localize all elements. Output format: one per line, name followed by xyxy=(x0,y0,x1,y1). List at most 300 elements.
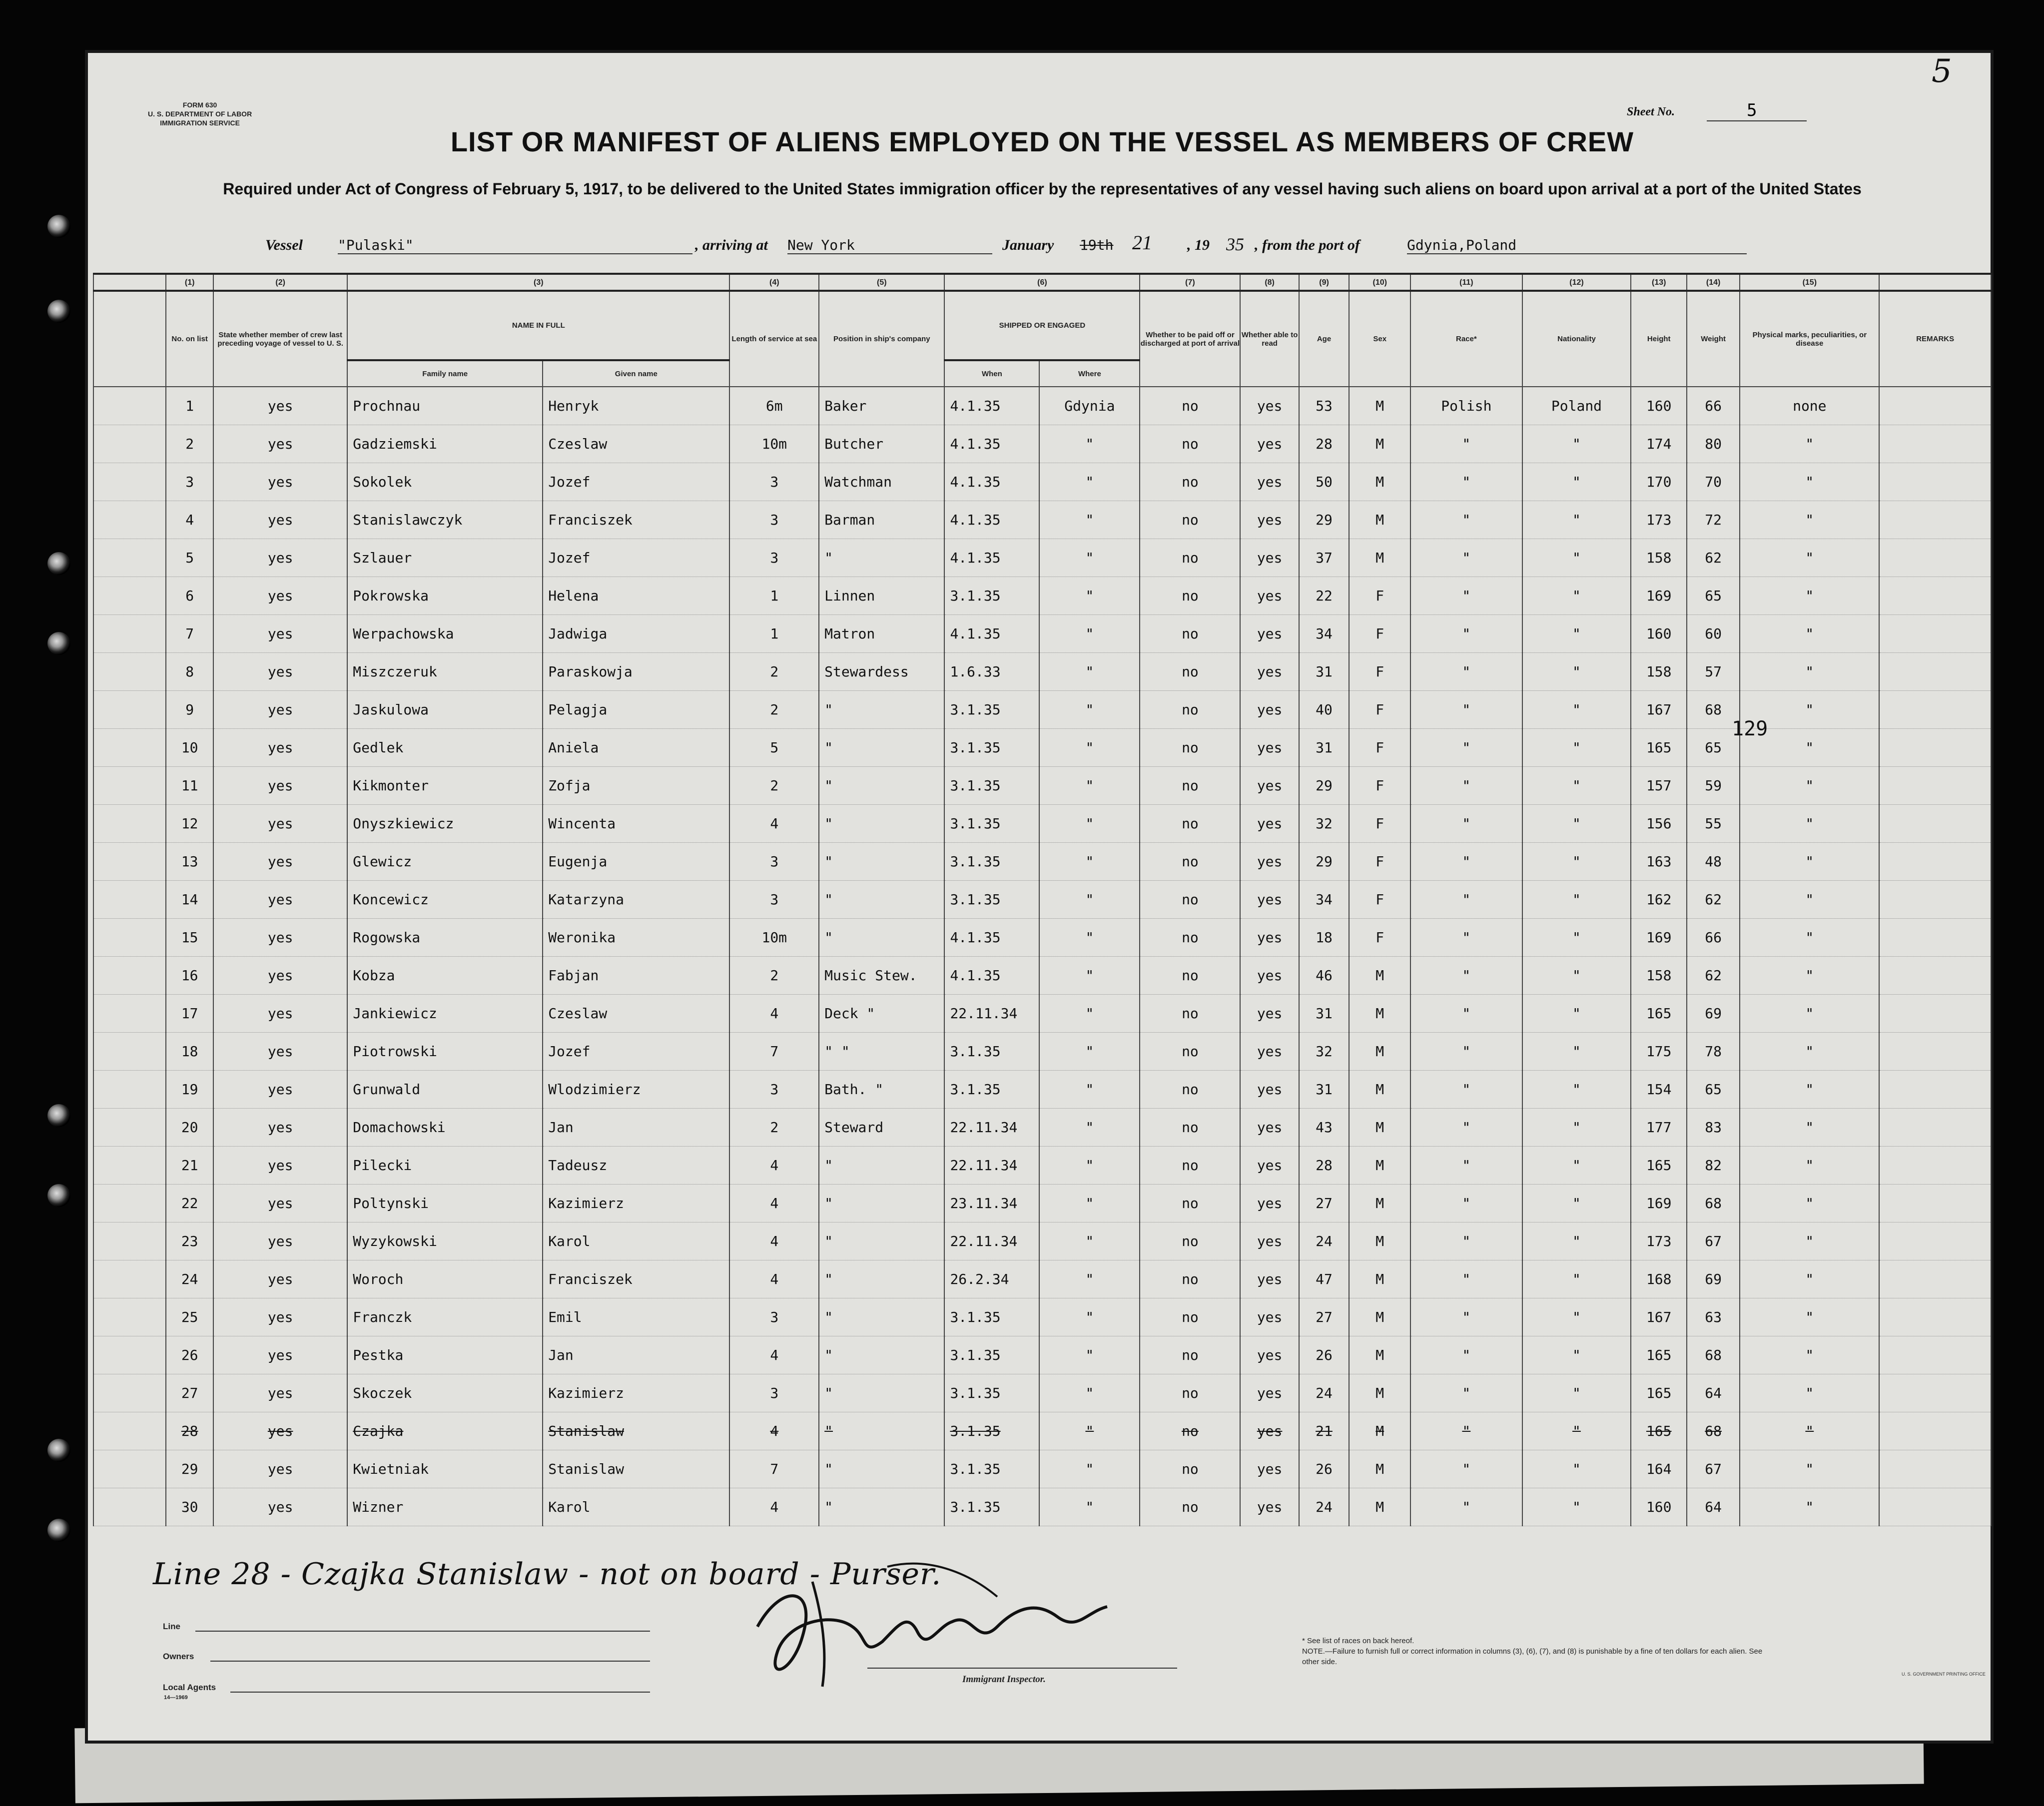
row-number: 18 xyxy=(166,1033,213,1071)
engaged-where: " xyxy=(1039,1071,1140,1109)
binder-hole xyxy=(47,632,70,655)
sex: F xyxy=(1349,615,1410,653)
nationality: " xyxy=(1522,805,1631,843)
crew-row xyxy=(93,387,1991,425)
row-margin-mark xyxy=(93,805,166,843)
height: 173 xyxy=(1631,1222,1687,1260)
age: 46 xyxy=(1299,957,1350,995)
previous-voyage: yes xyxy=(213,1222,347,1260)
family-name: Onyszkiewicz xyxy=(347,805,543,843)
engaged-where: " xyxy=(1039,957,1140,995)
race: " xyxy=(1410,1222,1522,1260)
ship-position: Butcher xyxy=(819,425,944,463)
sex: M xyxy=(1349,1412,1410,1450)
row-margin-mark xyxy=(93,653,166,691)
binder-hole xyxy=(47,1439,70,1462)
paid-off: no xyxy=(1140,1147,1240,1185)
paid-off: no xyxy=(1140,919,1240,957)
crew-row xyxy=(93,805,1991,843)
height: 157 xyxy=(1631,767,1687,805)
age: 43 xyxy=(1299,1109,1350,1147)
crew-row xyxy=(93,1222,1991,1260)
row-number: 8 xyxy=(166,653,213,691)
paid-off: no xyxy=(1140,653,1240,691)
weight: 65 xyxy=(1687,1071,1740,1109)
row-number: 30 xyxy=(166,1488,213,1526)
height: 170 xyxy=(1631,463,1687,501)
corner-page-mark: 5 xyxy=(1932,53,1952,90)
height: 158 xyxy=(1631,539,1687,577)
engaged-where: " xyxy=(1039,1488,1140,1526)
length-of-service: 3 xyxy=(729,1298,819,1336)
row-margin-mark xyxy=(93,1336,166,1374)
nationality: " xyxy=(1522,957,1631,995)
previous-voyage: yes xyxy=(213,1298,347,1336)
arrival-month: January xyxy=(1002,237,1054,253)
previous-voyage: yes xyxy=(213,1412,347,1450)
family-name: Pokrowska xyxy=(347,577,543,615)
row-margin-mark xyxy=(93,1298,166,1336)
remarks xyxy=(1879,425,1991,463)
paid-off: no xyxy=(1140,463,1240,501)
race: " xyxy=(1410,1185,1522,1222)
row-margin-mark xyxy=(93,1488,166,1526)
column-number-row xyxy=(93,274,1991,291)
length-of-service: 1 xyxy=(729,577,819,615)
age: 47 xyxy=(1299,1260,1350,1298)
race: " xyxy=(1410,843,1522,881)
height: 160 xyxy=(1631,1488,1687,1526)
nationality: " xyxy=(1522,425,1631,463)
race: " xyxy=(1410,653,1522,691)
line-underline xyxy=(195,1631,650,1632)
row-number: 11 xyxy=(166,767,213,805)
ship-position: Bath. " xyxy=(819,1071,944,1109)
header-remarks: REMARKS xyxy=(1879,291,1991,387)
able-to-read: yes xyxy=(1240,1336,1299,1374)
weight: 78 xyxy=(1687,1033,1740,1071)
engaged-when: 3.1.35 xyxy=(944,1412,1039,1450)
engaged-when: 22.11.34 xyxy=(944,1147,1039,1185)
physical-marks: " xyxy=(1740,995,1879,1033)
ship-position: Steward xyxy=(819,1109,944,1147)
engaged-where: " xyxy=(1039,653,1140,691)
sex: F xyxy=(1349,919,1410,957)
row-margin-mark xyxy=(93,957,166,995)
physical-marks: none xyxy=(1740,387,1879,425)
row-margin-mark xyxy=(93,1071,166,1109)
engaged-when: 4.1.35 xyxy=(944,539,1039,577)
family-name: Kikmonter xyxy=(347,767,543,805)
age: 31 xyxy=(1299,995,1350,1033)
races-note: * See list of races on back hereof. xyxy=(1302,1637,1414,1645)
weight: 55 xyxy=(1687,805,1740,843)
able-to-read: yes xyxy=(1240,691,1299,729)
paid-off: no xyxy=(1140,539,1240,577)
engaged-where: " xyxy=(1039,463,1140,501)
able-to-read: yes xyxy=(1240,1298,1299,1336)
length-of-service: 2 xyxy=(729,653,819,691)
sex: M xyxy=(1349,1033,1410,1071)
length-of-service: 10m xyxy=(729,919,819,957)
weight: 66 xyxy=(1687,919,1740,957)
able-to-read: yes xyxy=(1240,805,1299,843)
crew-row xyxy=(93,767,1991,805)
given-name: Wlodzimierz xyxy=(543,1071,729,1109)
able-to-read: yes xyxy=(1240,1374,1299,1412)
row-margin-mark xyxy=(93,1450,166,1488)
local-agents-underline xyxy=(230,1692,650,1693)
nationality: " xyxy=(1522,1260,1631,1298)
service: IMMIGRATION SERVICE xyxy=(160,119,240,127)
inspector-signature xyxy=(737,1552,1117,1692)
col-num: (11) xyxy=(1410,274,1522,291)
given-name: Kazimierz xyxy=(543,1185,729,1222)
row-margin-mark xyxy=(93,463,166,501)
length-of-service: 2 xyxy=(729,1109,819,1147)
remarks xyxy=(1879,539,1991,577)
crew-row xyxy=(93,1488,1991,1526)
weight: 62 xyxy=(1687,539,1740,577)
physical-marks: " xyxy=(1740,919,1879,957)
physical-marks: " xyxy=(1740,1412,1879,1450)
departure-port: Gdynia,Poland xyxy=(1407,237,1747,254)
height: 160 xyxy=(1631,615,1687,653)
able-to-read: yes xyxy=(1240,1260,1299,1298)
previous-voyage: yes xyxy=(213,729,347,767)
weight: 60 xyxy=(1687,615,1740,653)
race: " xyxy=(1410,577,1522,615)
header-age: Age xyxy=(1299,291,1350,387)
paid-off: no xyxy=(1140,729,1240,767)
race: " xyxy=(1410,995,1522,1033)
length-of-service: 4 xyxy=(729,995,819,1033)
able-to-read: yes xyxy=(1240,387,1299,425)
immigrant-inspector-label: Immigrant Inspector. xyxy=(962,1674,1046,1685)
ship-position: " xyxy=(819,1412,944,1450)
physical-marks: " xyxy=(1740,957,1879,995)
binder-hole xyxy=(47,552,70,575)
physical-marks: " xyxy=(1740,501,1879,539)
remarks-number: 129 xyxy=(1732,717,1768,740)
engaged-where: " xyxy=(1039,501,1140,539)
paid-off: no xyxy=(1140,1412,1240,1450)
nationality: " xyxy=(1522,843,1631,881)
crew-row xyxy=(93,995,1991,1033)
engaged-where: Gdynia xyxy=(1039,387,1140,425)
crew-row xyxy=(93,1033,1991,1071)
crew-row xyxy=(93,919,1991,957)
header-where: Where xyxy=(1039,360,1140,387)
paid-off: no xyxy=(1140,805,1240,843)
row-number: 9 xyxy=(166,691,213,729)
engaged-when: 3.1.35 xyxy=(944,843,1039,881)
sex: F xyxy=(1349,577,1410,615)
row-number: 7 xyxy=(166,615,213,653)
row-margin-mark xyxy=(93,919,166,957)
crew-row xyxy=(93,1071,1991,1109)
length-of-service: 2 xyxy=(729,957,819,995)
binder-hole xyxy=(47,1104,70,1127)
paid-off: no xyxy=(1140,995,1240,1033)
crew-row xyxy=(93,653,1991,691)
ship-position: " xyxy=(819,1488,944,1526)
age: 34 xyxy=(1299,615,1350,653)
physical-marks: " xyxy=(1740,805,1879,843)
crew-rows xyxy=(93,387,1991,1526)
row-margin-mark xyxy=(93,1109,166,1147)
sex: M xyxy=(1349,1185,1410,1222)
engaged-when: 3.1.35 xyxy=(944,577,1039,615)
crew-row xyxy=(93,615,1991,653)
ship-position: " " xyxy=(819,1033,944,1071)
crew-row xyxy=(93,539,1991,577)
engaged-when: 3.1.35 xyxy=(944,1488,1039,1526)
height: 175 xyxy=(1631,1033,1687,1071)
header-nationality: Nationality xyxy=(1522,291,1631,387)
family-name: Koncewicz xyxy=(347,881,543,919)
physical-marks: " xyxy=(1740,1222,1879,1260)
engaged-where: " xyxy=(1039,1222,1140,1260)
race: " xyxy=(1410,729,1522,767)
year-prefix: , 19 xyxy=(1187,237,1210,253)
header-paid-off: Whether to be paid off or discharged at port of arrival xyxy=(1140,291,1240,387)
row-number: 23 xyxy=(166,1222,213,1260)
given-name: Henryk xyxy=(543,387,729,425)
previous-voyage: yes xyxy=(213,1109,347,1147)
paid-off: no xyxy=(1140,1488,1240,1526)
nationality: " xyxy=(1522,1109,1631,1147)
height: 165 xyxy=(1631,1412,1687,1450)
weight: 67 xyxy=(1687,1450,1740,1488)
height: 158 xyxy=(1631,957,1687,995)
remarks xyxy=(1879,1260,1991,1298)
engaged-where: " xyxy=(1039,1185,1140,1222)
age: 26 xyxy=(1299,1336,1350,1374)
header-length-of-service: Length of service at sea xyxy=(729,291,819,387)
col-num: (3) xyxy=(347,274,729,291)
given-name: Aniela xyxy=(543,729,729,767)
ship-position: " xyxy=(819,919,944,957)
weight: 59 xyxy=(1687,767,1740,805)
binder-hole xyxy=(47,1519,70,1542)
row-margin-mark xyxy=(93,539,166,577)
physical-marks: " xyxy=(1740,615,1879,653)
row-number: 27 xyxy=(166,1374,213,1412)
row-number: 5 xyxy=(166,539,213,577)
arrival-year: 35 xyxy=(1226,234,1244,254)
sex: F xyxy=(1349,881,1410,919)
engaged-where: " xyxy=(1039,881,1140,919)
crew-row xyxy=(93,577,1991,615)
remarks xyxy=(1879,1450,1991,1488)
crew-row xyxy=(93,1147,1991,1185)
previous-voyage: yes xyxy=(213,957,347,995)
remarks xyxy=(1879,995,1991,1033)
engaged-when: 22.11.34 xyxy=(944,995,1039,1033)
family-name: Gadziemski xyxy=(347,425,543,463)
manifest-sheet xyxy=(85,50,1994,1744)
sheet-number: 5 xyxy=(1707,100,1807,121)
age: 27 xyxy=(1299,1298,1350,1336)
able-to-read: yes xyxy=(1240,729,1299,767)
paid-off: no xyxy=(1140,843,1240,881)
race: " xyxy=(1410,957,1522,995)
header-sex: Sex xyxy=(1349,291,1410,387)
engaged-when: 4.1.35 xyxy=(944,387,1039,425)
paid-off: no xyxy=(1140,1374,1240,1412)
previous-voyage: yes xyxy=(213,1033,347,1071)
ship-position: " xyxy=(819,1336,944,1374)
length-of-service: 1 xyxy=(729,615,819,653)
able-to-read: yes xyxy=(1240,1033,1299,1071)
given-name: Jozef xyxy=(543,463,729,501)
physical-marks: " xyxy=(1740,1450,1879,1488)
row-margin-mark xyxy=(93,501,166,539)
row-number: 3 xyxy=(166,463,213,501)
crew-row xyxy=(93,425,1991,463)
family-name: Pilecki xyxy=(347,1147,543,1185)
ship-position: " xyxy=(819,1298,944,1336)
length-of-service: 3 xyxy=(729,1374,819,1412)
row-number: 24 xyxy=(166,1260,213,1298)
length-of-service: 3 xyxy=(729,1071,819,1109)
header-when: When xyxy=(944,360,1039,387)
crew-row xyxy=(93,729,1991,767)
remarks xyxy=(1879,1336,1991,1374)
previous-voyage: yes xyxy=(213,615,347,653)
able-to-read: yes xyxy=(1240,1450,1299,1488)
engaged-where: " xyxy=(1039,1033,1140,1071)
paid-off: no xyxy=(1140,881,1240,919)
ship-position: Matron xyxy=(819,615,944,653)
family-name: Prochnau xyxy=(347,387,543,425)
engaged-when: 4.1.35 xyxy=(944,463,1039,501)
length-of-service: 10m xyxy=(729,425,819,463)
remarks xyxy=(1879,1374,1991,1412)
arriving-label: , arriving at xyxy=(695,237,768,253)
family-name: Wyzykowski xyxy=(347,1222,543,1260)
length-of-service: 4 xyxy=(729,1412,819,1450)
arrival-day: 21 xyxy=(1132,231,1152,254)
ship-position: " xyxy=(819,843,944,881)
row-number: 4 xyxy=(166,501,213,539)
remarks xyxy=(1879,463,1991,501)
paid-off: no xyxy=(1140,691,1240,729)
header-name-in-full: NAME IN FULL xyxy=(347,291,729,360)
row-number: 13 xyxy=(166,843,213,881)
length-of-service: 3 xyxy=(729,501,819,539)
length-of-service: 3 xyxy=(729,843,819,881)
remarks xyxy=(1879,691,1991,729)
vessel-label: Vessel xyxy=(265,237,303,253)
paid-off: no xyxy=(1140,1109,1240,1147)
row-margin-mark xyxy=(93,691,166,729)
given-name: Fabjan xyxy=(543,957,729,995)
age: 50 xyxy=(1299,463,1350,501)
previous-voyage: yes xyxy=(213,843,347,881)
age: 24 xyxy=(1299,1222,1350,1260)
race: " xyxy=(1410,767,1522,805)
weight: 70 xyxy=(1687,463,1740,501)
length-of-service: 7 xyxy=(729,1033,819,1071)
engaged-where: " xyxy=(1039,691,1140,729)
row-number: 15 xyxy=(166,919,213,957)
physical-marks: " xyxy=(1740,691,1879,729)
row-number: 21 xyxy=(166,1147,213,1185)
remarks xyxy=(1879,1222,1991,1260)
race: " xyxy=(1410,1374,1522,1412)
previous-voyage: yes xyxy=(213,995,347,1033)
col-num: (7) xyxy=(1140,274,1240,291)
engaged-where: " xyxy=(1039,1298,1140,1336)
family-name: Miszczeruk xyxy=(347,653,543,691)
printer-imprint: U. S. GOVERNMENT PRINTING OFFICE xyxy=(1902,1672,1986,1677)
height: 156 xyxy=(1631,805,1687,843)
local-agents-label: Local Agents xyxy=(163,1683,216,1692)
able-to-read: yes xyxy=(1240,1488,1299,1526)
engaged-when: 22.11.34 xyxy=(944,1109,1039,1147)
header-family-name: Family name xyxy=(347,360,543,387)
paid-off: no xyxy=(1140,1222,1240,1260)
sex: F xyxy=(1349,767,1410,805)
row-margin-mark xyxy=(93,1260,166,1298)
row-margin-mark xyxy=(93,387,166,425)
given-name: Franciszek xyxy=(543,501,729,539)
sex: M xyxy=(1349,1488,1410,1526)
age: 29 xyxy=(1299,767,1350,805)
ship-position: Watchman xyxy=(819,463,944,501)
row-number: 20 xyxy=(166,1109,213,1147)
race: " xyxy=(1410,1147,1522,1185)
remarks xyxy=(1879,501,1991,539)
age: 29 xyxy=(1299,843,1350,881)
age: 18 xyxy=(1299,919,1350,957)
nationality: " xyxy=(1522,1071,1631,1109)
given-name: Stanislaw xyxy=(543,1450,729,1488)
given-name: Karol xyxy=(543,1488,729,1526)
length-of-service: 5 xyxy=(729,729,819,767)
row-margin-mark xyxy=(93,1412,166,1450)
age: 40 xyxy=(1299,691,1350,729)
previous-voyage: yes xyxy=(213,1488,347,1526)
engaged-when: 1.6.33 xyxy=(944,653,1039,691)
race: " xyxy=(1410,501,1522,539)
family-name: Skoczek xyxy=(347,1374,543,1412)
height: 167 xyxy=(1631,691,1687,729)
physical-marks: " xyxy=(1740,767,1879,805)
remarks xyxy=(1879,805,1991,843)
sex: F xyxy=(1349,691,1410,729)
able-to-read: yes xyxy=(1240,1222,1299,1260)
weight: 69 xyxy=(1687,995,1740,1033)
given-name: Jan xyxy=(543,1109,729,1147)
col-num: (15) xyxy=(1740,274,1879,291)
height: 165 xyxy=(1631,995,1687,1033)
col-num: (1) xyxy=(166,274,213,291)
physical-marks: " xyxy=(1740,1109,1879,1147)
given-name: Jadwiga xyxy=(543,615,729,653)
weight: 80 xyxy=(1687,425,1740,463)
able-to-read: yes xyxy=(1240,501,1299,539)
age: 34 xyxy=(1299,881,1350,919)
owners-label: Owners xyxy=(163,1652,194,1661)
physical-marks: " xyxy=(1740,425,1879,463)
race: " xyxy=(1410,1450,1522,1488)
previous-voyage: yes xyxy=(213,691,347,729)
previous-voyage: yes xyxy=(213,1260,347,1298)
height: 174 xyxy=(1631,425,1687,463)
